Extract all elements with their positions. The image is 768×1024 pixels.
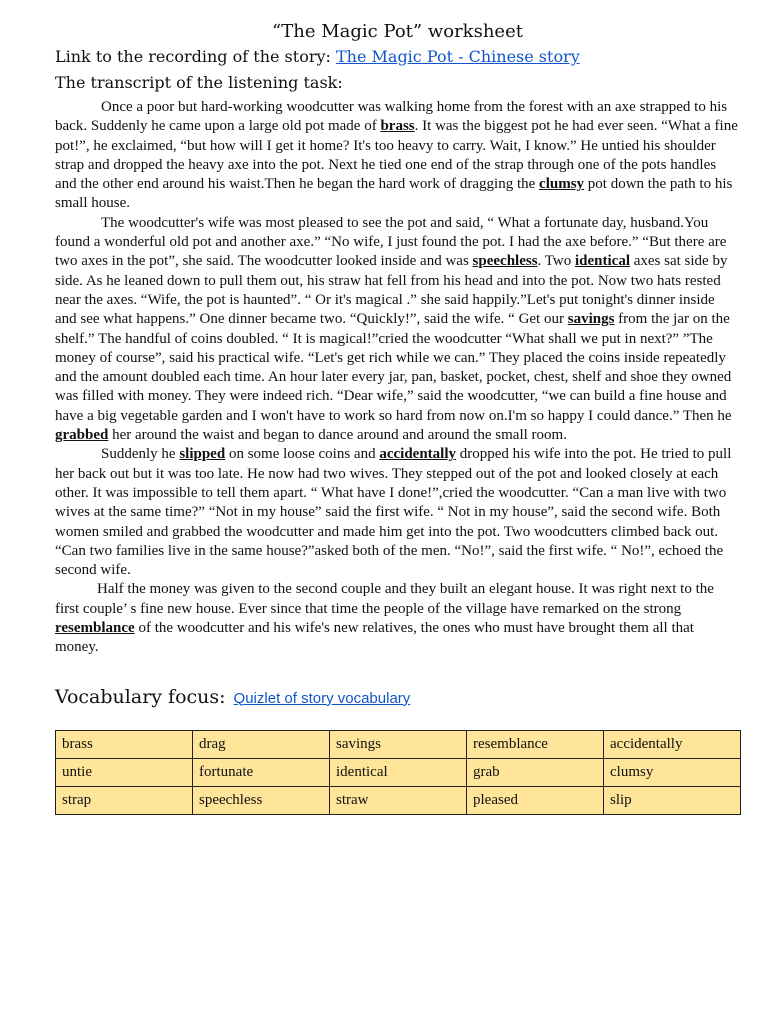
transcript-text: Once a poor but hard-working woodcutter was walking home from the forest with an axe strapped to his back. Suddenly he came upon a large old pot made of (55, 99, 728, 135)
recording-link-label: Link to the recording of the story: (55, 47, 336, 66)
transcript-text: from the jar on the shelf.” The handful of coins doubled. “ It is magical!”cried the woodcutter “What shall we put in next?” ”The money of course”, said his practical wife. “Let's get rich while we can.” They placed the coins inside repeatedly and the amount doubled each time. An hour later every jar, pan, basket, pocket, chest, shelf and shoe they owned was filled with money. They were indeed rich. “Dear wife,” said the woodcutter, “we can build a fine house and have a big vegetable garden and I won't have to work so hard from now on.I'm so happy I could dance.” Then he (55, 311, 732, 424)
transcript (55, 98, 740, 658)
vocab-cell: identical (330, 758, 467, 786)
vocab-word: brass (380, 118, 415, 135)
table-row (56, 786, 741, 814)
vocabulary-header (55, 686, 740, 708)
transcript-text: axes sat side by side. As he leaned down to pull them out, his straw hat fell from his head and into the pot. Now two hats rested near the axes. “Wife, the pot is haunted”. “ Or it's magical .” she said happily.”Let's put tonight's dinner inside and see what happens.” One dinner became two. “Quickly!”, said the wife. “ Get our (55, 253, 728, 328)
vocab-word: resemblance (55, 620, 135, 637)
vocab-cell: resemblance (467, 730, 604, 758)
vocab-word: grabbed (55, 427, 109, 444)
vocab-word: accidentally (379, 446, 456, 463)
vocab-cell: grab (467, 758, 604, 786)
vocabulary-heading: Vocabulary focus: (55, 685, 226, 708)
vocab-word: clumsy (539, 176, 585, 193)
table-row (56, 730, 741, 758)
vocabulary-table (55, 730, 741, 815)
vocab-cell: brass (56, 730, 193, 758)
vocab-cell: slip (604, 786, 741, 814)
vocab-cell: fortunate (193, 758, 330, 786)
vocab-cell: drag (193, 730, 330, 758)
vocab-word: speechless (472, 253, 538, 270)
vocab-cell: speechless (193, 786, 330, 814)
page-title: “The Magic Pot” worksheet (272, 21, 523, 42)
transcript-text: . It was the biggest pot he had ever seen. “What a fine pot!”, he exclaimed, “but how will I get it home? It's too heavy to carry. Wait, I know.” He untied his shoulder strap and dropped the heavy axe into the pot. Next he tied one end of the strap through one of the pots handles and the other end around his waist.Then he began the hard work of dragging the (55, 118, 738, 193)
transcript-text: The woodcutter's wife was most pleased to see the pot and said, “ What a fortunate day, husband.You found a wonderful old pot and another axe.” “No wife, I just found the pot. I had the axe before.” “But there are two axes in the pot”, she said. The woodcutter looked inside and was (55, 214, 727, 270)
vocab-cell: untie (56, 758, 193, 786)
transcript-heading: The transcript of the listening task: (55, 73, 343, 92)
transcript-text: Suddenly he (101, 446, 180, 463)
vocab-word: slipped (179, 446, 226, 463)
quizlet-link[interactable]: Quizlet of story vocabulary (233, 689, 411, 707)
transcript-text: . Two (537, 253, 575, 270)
transcript-paragraph-1 (55, 98, 740, 214)
vocab-cell: savings (330, 730, 467, 758)
recording-link[interactable]: The Magic Pot - Chinese story (335, 47, 580, 66)
transcript-paragraph-2 (55, 214, 740, 446)
vocab-cell: straw (330, 786, 467, 814)
vocab-cell: clumsy (604, 758, 741, 786)
transcript-text: her around the waist and began to dance around and around the small room. (108, 427, 567, 444)
vocab-cell: strap (56, 786, 193, 814)
table-row (56, 758, 741, 786)
transcript-text: on some loose coins and (225, 446, 380, 463)
recording-link-line (55, 44, 740, 70)
transcript-text: dropped his wife into the pot. He tried to pull her back out but it was too late. He now had two wives. They stepped out of the pot and looked closely at each other. It was impossible to tell them apart. “ What have I done!”,cried the woodcutter. “Can a man live with two wives at the same time?” “Not in my house” said the first wife. “ Not in my house”, said the second wife. Both women smiled and grabbed the woodcutter and made him get into the pot. Two woodcutters climbed back out. “Can two families live in the same house?”asked both of the men. “No!”, said the first wife. “ No!”, echoed the second wife. (55, 446, 732, 579)
vocab-cell: accidentally (604, 730, 741, 758)
transcript-text: pot down the path to his small house. (55, 176, 733, 212)
transcript-text: Half the money was given to the second couple and they built an elegant house. It was right next to the first couple’ s fine new house. Ever since that time the people of the village have remarked on the strong (55, 581, 714, 617)
transcript-text: of the woodcutter and his wife's new relatives, the ones who must have brought them all that money. (55, 620, 694, 656)
vocab-cell: pleased (467, 786, 604, 814)
transcript-paragraph-3 (55, 445, 740, 580)
vocab-word: savings (567, 311, 615, 328)
vocab-word: identical (574, 253, 630, 270)
transcript-paragraph-4 (55, 580, 740, 657)
